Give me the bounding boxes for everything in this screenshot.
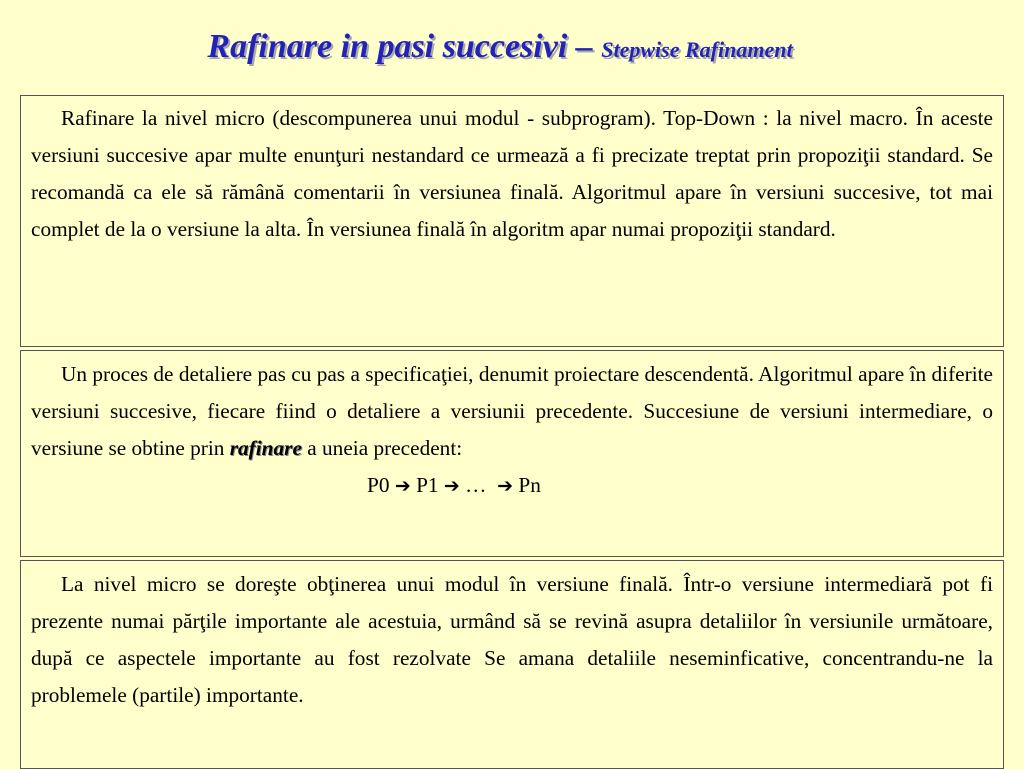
arrow-right-icon: ➔ <box>497 475 514 497</box>
rafinare-emphasis: rafinare <box>229 436 302 460</box>
text-box-detailing-process <box>20 350 1004 557</box>
formula-p0: P0 <box>367 473 395 497</box>
paragraph-text-before: Un proces de detaliere pas cu pas a specificaţiei, denumit proiectare descendentă. Algoritmul apare în diferite versiuni succesive, fiecare fiind o detaliere a versiunii precedente. Succesiune de versiuni intermediare, o versiune se obtine prin <box>31 362 993 460</box>
arrow-right-icon: ➔ <box>394 475 411 497</box>
text-box-micro-refinement <box>20 95 1004 347</box>
formula-p1: P1 <box>410 473 444 497</box>
text-box-final-version <box>20 560 1004 769</box>
paragraph-text-after: a uneia precedent: <box>301 436 463 460</box>
paragraph-micro-refinement: Rafinare la nivel micro (descompunerea unui modul - subprogram). Top-Down : la nivel macro. În aceste versiuni succesive apar multe enunţuri nestandard ce urmează a fi precizate treptat prin propoziţii standard. Se recomandă ca ele să rămână comentarii în versiunea finală. Algoritmul apare în versiuni succesive, tot mai complet de la o versiune la alta. În versiunea finală în algoritm apar numai propoziţii standard. <box>31 106 993 241</box>
formula-dots: … <box>459 473 492 497</box>
title-main: Rafinare in pasi succesivi – <box>207 28 602 65</box>
paragraph-final-version: La nivel micro se doreşte obţinerea unui modul în versiune finală. Într-o versiune intermediară pot fi prezente numai părţile importante ale acestuia, urmând să se revină asupra detaliilor în versiunile următoare, după ce aspectele importante au fost rezolvate Se amana detaliile neseminficative, concentrandu-ne la problemele (partile) importante. <box>31 572 993 707</box>
formula-pn: Pn <box>513 473 541 497</box>
refinement-sequence <box>31 467 993 505</box>
title-subtitle: Stepwise Rafinament <box>601 37 793 62</box>
slide-title <box>0 28 1000 66</box>
arrow-right-icon: ➔ <box>443 475 460 497</box>
paragraph-detailing-process <box>31 356 993 467</box>
